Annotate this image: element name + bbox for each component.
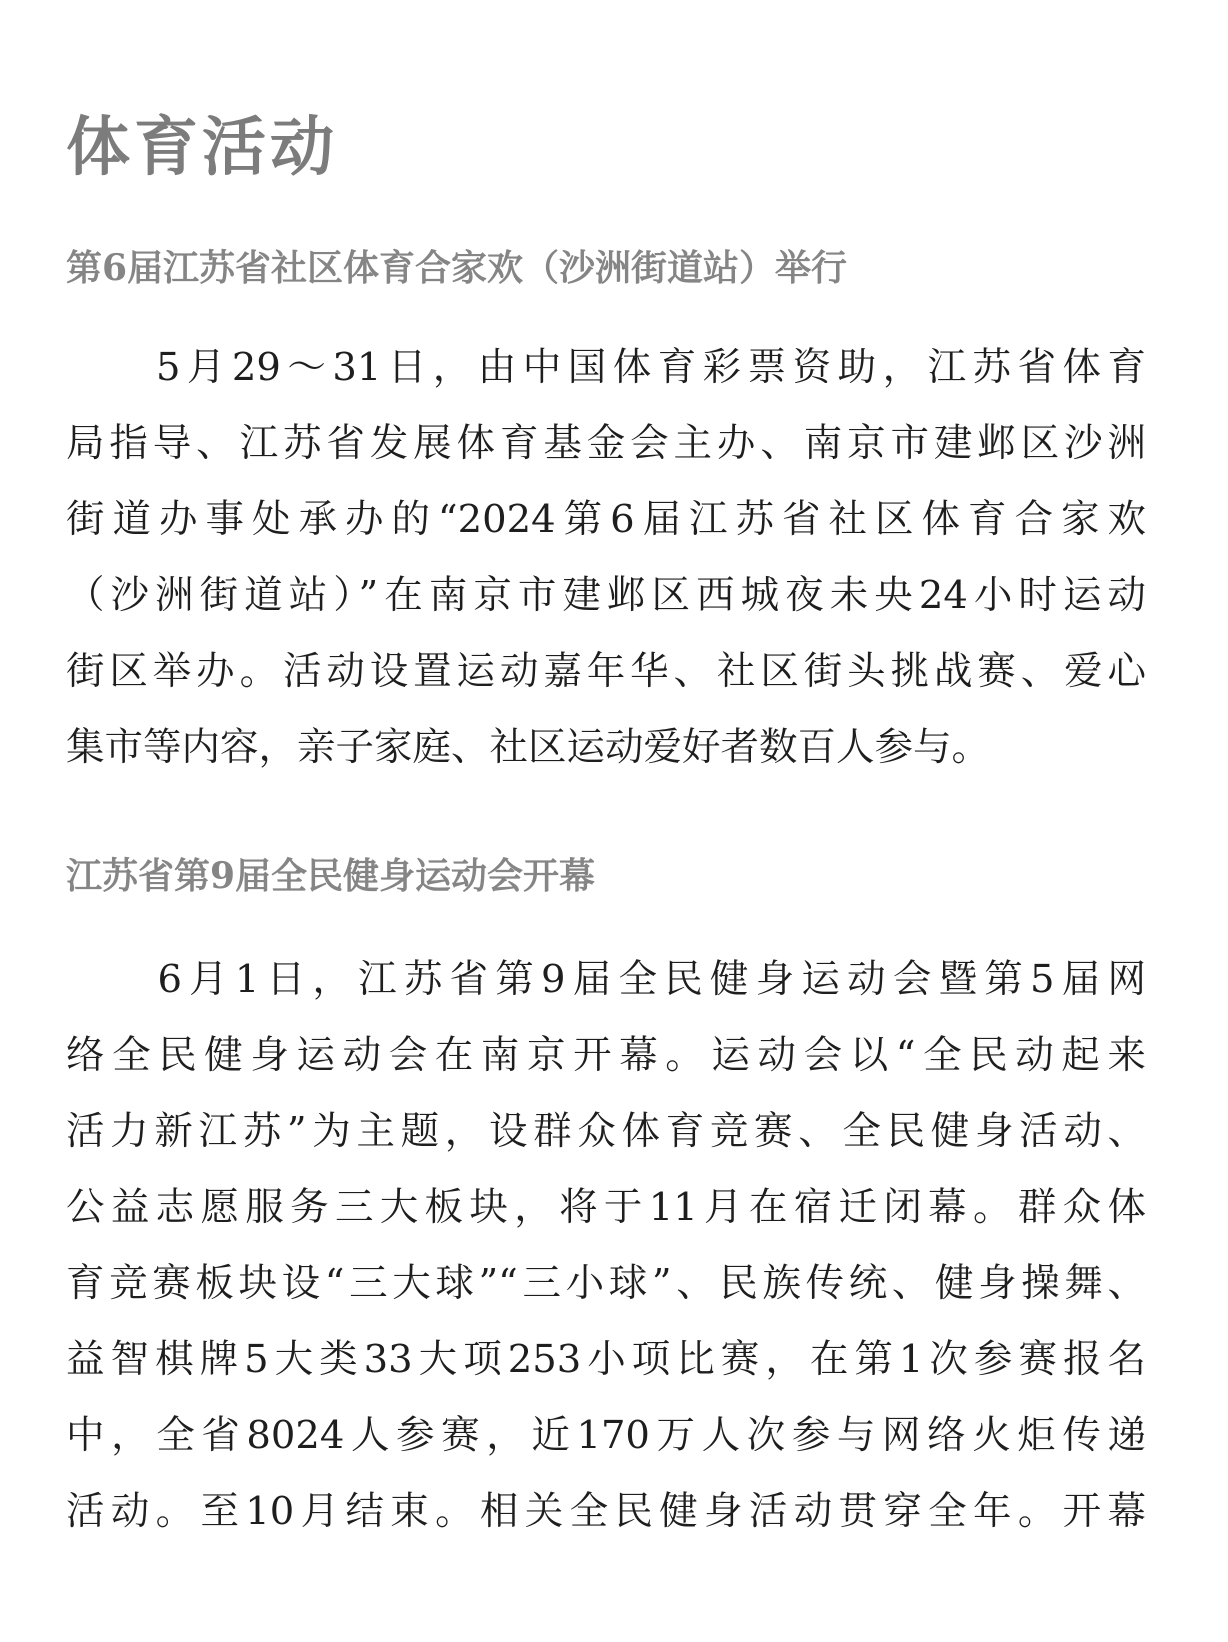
article-body-fitness-games bbox=[66, 942, 1146, 1550]
paragraph-line: （沙洲街道站）”在南京市建邺区西城夜未央24小时运动 bbox=[66, 573, 1146, 618]
paragraph-line: 益智棋牌5大类33大项253小项比赛，在第1次参赛报名 bbox=[66, 1337, 1146, 1382]
article-heading-fitness-games: 江苏省第9届全民健身运动会开幕 bbox=[66, 855, 596, 897]
paragraph-line: 街区举办。活动设置运动嘉年华、社区街头挑战赛、爱心 bbox=[66, 649, 1146, 694]
paragraph-line: 活动。至10月结束。相关全民健身活动贯穿全年。开幕 bbox=[66, 1489, 1146, 1534]
paragraph-line: 街道办事处承办的“2024第6届江苏省社区体育合家欢 bbox=[66, 497, 1146, 542]
paragraph-line: 集市等内容，亲子家庭、社区运动爱好者数百人参与。 bbox=[66, 725, 991, 770]
paragraph-line: 络全民健身运动会在南京开幕。运动会以“全民动起来 bbox=[66, 1033, 1146, 1078]
paragraph-line: 公益志愿服务三大板块，将于11月在宿迁闭幕。群众体 bbox=[66, 1185, 1146, 1230]
article-body-community-sports bbox=[66, 330, 1146, 786]
paragraph-line: 育竞赛板块设“三大球”“三小球”、民族传统、健身操舞、 bbox=[66, 1261, 1146, 1306]
paragraph-line: 局指导、江苏省发展体育基金会主办、南京市建邺区沙洲 bbox=[66, 421, 1146, 466]
page-title: 体育活动 bbox=[66, 111, 338, 185]
paragraph-line: 6月1日，江苏省第9届全民健身运动会暨第5届网 bbox=[66, 957, 1146, 1002]
article-heading-community-sports: 第6届江苏省社区体育合家欢（沙洲街道站）举行 bbox=[66, 247, 848, 289]
paragraph-line: 5月29～31日，由中国体育彩票资助，江苏省体育 bbox=[66, 345, 1146, 390]
paragraph-line: 中，全省8024人参赛，近170万人次参与网络火炬传递 bbox=[66, 1413, 1146, 1458]
paragraph-line: 活力新江苏”为主题，设群众体育竞赛、全民健身活动、 bbox=[66, 1109, 1146, 1154]
